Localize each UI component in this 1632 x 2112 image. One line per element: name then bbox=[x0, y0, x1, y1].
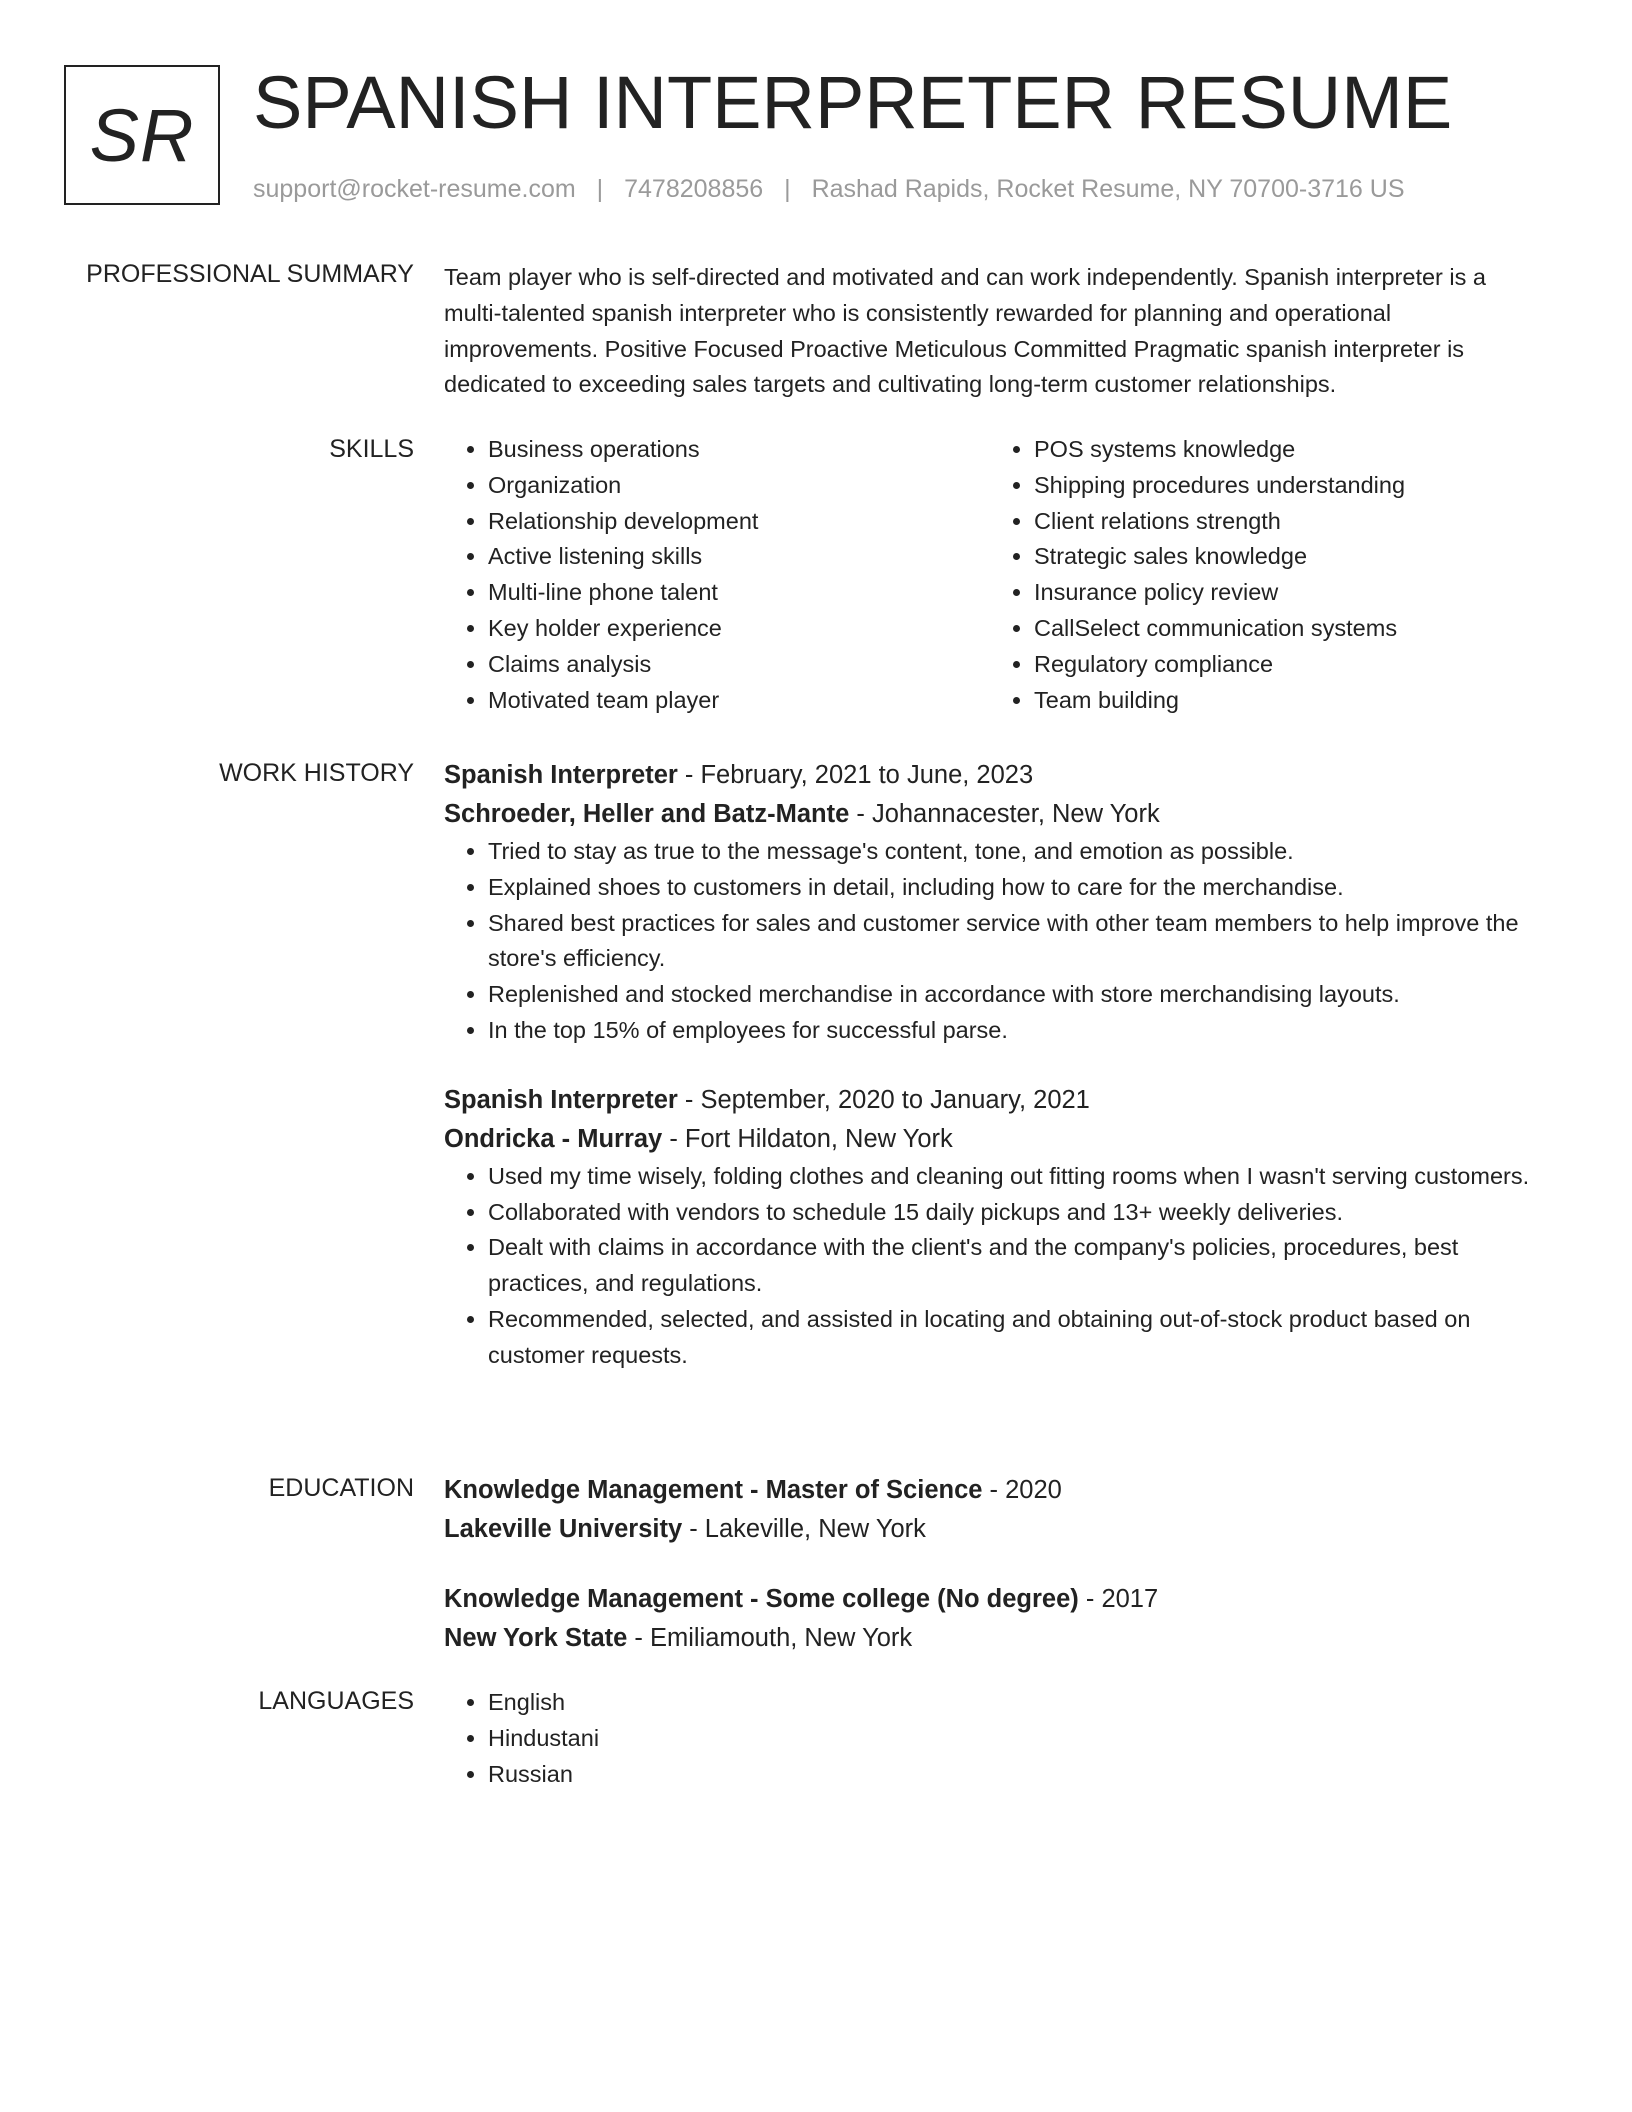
job-title: Spanish Interpreter bbox=[444, 761, 678, 789]
job-company-line bbox=[444, 1120, 1544, 1159]
contact-separator: | bbox=[596, 175, 604, 203]
job-company: Ondricka - Murray bbox=[444, 1124, 663, 1153]
skill-item: • Active listening skills bbox=[488, 539, 990, 575]
skill-item: • Organization bbox=[488, 468, 990, 504]
section-label-summary: PROFESSIONAL SUMMARY bbox=[86, 260, 414, 288]
job-bullet: • In the top 15% of employees for successful parse. bbox=[488, 1013, 1544, 1049]
contact-line bbox=[253, 173, 1405, 206]
language-item: • Russian bbox=[488, 1757, 1544, 1793]
job-bullet: • Shared best practices for sales and customer service with other team members to help improve the store's efficiency. bbox=[488, 906, 1544, 978]
contact-separator: | bbox=[784, 175, 791, 203]
skill-item: • POS systems knowledge bbox=[1034, 432, 1536, 468]
skills-column-right bbox=[990, 432, 1536, 718]
resume-header bbox=[64, 61, 1584, 210]
section-label-languages: LANGUAGES bbox=[258, 1687, 414, 1715]
education-degree: Knowledge Management - Some college (No degree) bbox=[444, 1585, 1079, 1613]
skill-item: • Multi-line phone talent bbox=[488, 575, 990, 611]
job-dates: - September, 2020 to January, 2021 bbox=[677, 1085, 1090, 1114]
job-bullet: • Tried to stay as true to the message's content, tone, and emotion as possible. bbox=[488, 834, 1544, 870]
education-school: Lakeville University bbox=[444, 1515, 683, 1543]
job-bullet: • Used my time wisely, folding clothes and cleaning out fitting rooms when I wasn't serving customers. bbox=[488, 1159, 1544, 1195]
summary-text: Team player who is self-directed and motivated and can work independently. Spanish interpreter is a multi-talented spanish interpreter who is consistently rewarded for planning and operational improvements. Positive Focused Proactive Meticulous Committed Pragmatic spanish interpreter is dedicated to exceeding sales targets and cultivating long-term customer relationships. bbox=[444, 264, 1486, 398]
job-bullet: • Explained shoes to customers in detail, including how to care for the merchandise. bbox=[488, 870, 1544, 906]
skill-item: • Business operations bbox=[488, 432, 990, 468]
job-bullet: • Dealt with claims in accordance with the client's and the company's policies, procedures, best practices, and regulations. bbox=[488, 1230, 1544, 1302]
job-entry bbox=[444, 1081, 1544, 1374]
job-location: - Johannacester, New York bbox=[849, 800, 1160, 828]
languages-list bbox=[444, 1685, 1544, 1792]
contact-phone[interactable]: 7478208856 bbox=[624, 175, 764, 203]
skill-item: • Relationship development bbox=[488, 504, 990, 540]
job-company-line bbox=[444, 795, 1544, 834]
language-item: • English bbox=[488, 1685, 1544, 1721]
section-label-work-history: WORK HISTORY bbox=[219, 759, 414, 787]
languages-body bbox=[444, 1685, 1544, 1792]
skills-column-left bbox=[444, 432, 990, 718]
skill-item: • Client relations strength bbox=[1034, 504, 1536, 540]
section-label-skills: SKILLS bbox=[329, 435, 414, 463]
education-body bbox=[444, 1471, 1544, 1658]
education-school: New York State bbox=[444, 1624, 628, 1652]
education-school-line bbox=[444, 1619, 1544, 1658]
skill-item: • Claims analysis bbox=[488, 647, 990, 683]
job-title-line bbox=[444, 1081, 1544, 1120]
education-school-line bbox=[444, 1510, 1544, 1549]
work-history-body bbox=[444, 756, 1544, 1374]
job-company: Schroeder, Heller and Batz-Mante bbox=[444, 800, 850, 828]
job-dates: - February, 2021 to June, 2023 bbox=[677, 761, 1034, 789]
skill-item: • Regulatory compliance bbox=[1034, 647, 1536, 683]
skill-item: • Motivated team player bbox=[488, 683, 990, 719]
skill-item: • Key holder experience bbox=[488, 611, 990, 647]
job-title: Spanish Interpreter bbox=[444, 1085, 678, 1114]
education-location: - Lakeville, New York bbox=[682, 1515, 926, 1543]
job-bullet: • Replenished and stocked merchandise in accordance with store merchandising layouts. bbox=[488, 977, 1544, 1013]
skills-body bbox=[444, 432, 1544, 718]
page-title: SPANISH INTERPRETER RESUME bbox=[253, 61, 1453, 144]
education-degree: Knowledge Management - Master of Science bbox=[444, 1476, 983, 1504]
education-entry bbox=[444, 1580, 1544, 1658]
job-bullets bbox=[444, 834, 1544, 1049]
language-item: • Hindustani bbox=[488, 1721, 1544, 1757]
skill-item: • Shipping procedures understanding bbox=[1034, 468, 1536, 504]
education-year: - 2017 bbox=[1078, 1585, 1159, 1613]
education-degree-line bbox=[444, 1471, 1544, 1510]
skill-item: • Team building bbox=[1034, 683, 1536, 719]
monogram-badge: SR bbox=[64, 65, 220, 205]
section-label-education: EDUCATION bbox=[268, 1474, 414, 1502]
education-year: - 2020 bbox=[982, 1476, 1062, 1504]
contact-address: Rashad Rapids, Rocket Resume, NY 70700-3716 US bbox=[811, 175, 1405, 203]
education-location: - Emiliamouth, New York bbox=[627, 1624, 913, 1652]
education-entry bbox=[444, 1471, 1544, 1549]
job-location: - Fort Hildaton, New York bbox=[662, 1124, 953, 1153]
job-entry bbox=[444, 756, 1544, 1049]
contact-email[interactable]: support@rocket-resume.com bbox=[253, 175, 576, 203]
summary-body bbox=[444, 260, 1544, 403]
skill-item: • Insurance policy review bbox=[1034, 575, 1536, 611]
job-title-line bbox=[444, 756, 1544, 795]
education-degree-line bbox=[444, 1580, 1544, 1619]
skill-item: • CallSelect communication systems bbox=[1034, 611, 1536, 647]
job-bullet: • Recommended, selected, and assisted in locating and obtaining out-of-stock product based on customer requests. bbox=[488, 1302, 1544, 1374]
skill-item: • Strategic sales knowledge bbox=[1034, 539, 1536, 575]
job-bullets bbox=[444, 1159, 1544, 1374]
job-bullet: • Collaborated with vendors to schedule 15 daily pickups and 13+ weekly deliveries. bbox=[488, 1195, 1544, 1231]
